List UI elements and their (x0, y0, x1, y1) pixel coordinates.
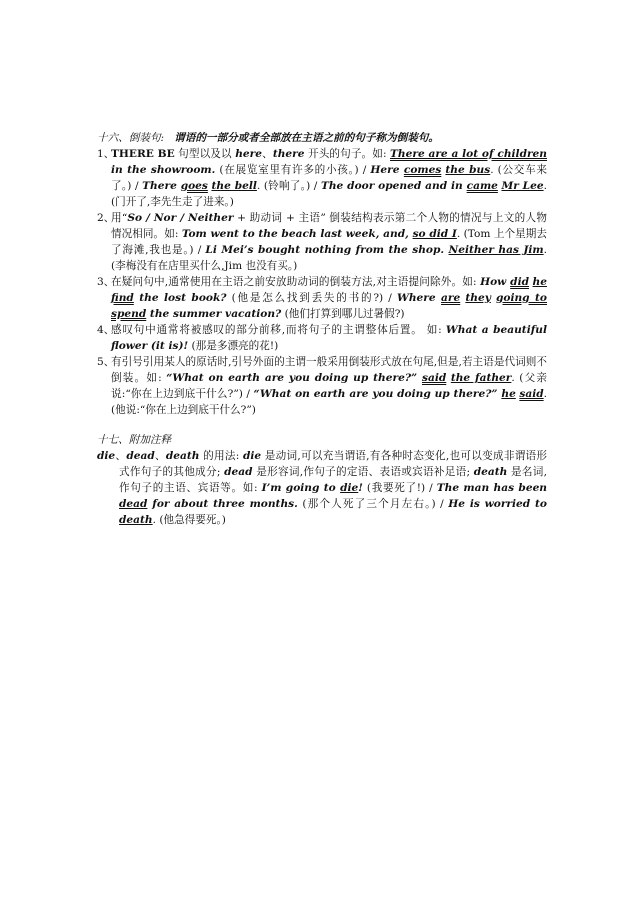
text-run: die (340, 482, 359, 494)
text-run: comes (403, 164, 442, 176)
text-run: . (他说:“你在上边到底干什么?”) (111, 388, 547, 416)
text-run: are (441, 292, 461, 304)
text-run: THERE BE (111, 148, 175, 160)
text-run: So / Nor / Neither (127, 212, 234, 224)
text-run: 开头的句子。如: (304, 148, 391, 160)
section-17-label: 十七、附加注释 (97, 434, 172, 446)
text-run: 是动词,可以充当谓语,有各种时态变化,也可以变成非谓语形式作句子的其他成分; (119, 450, 548, 478)
text-run: “What on earth are you doing up there?” (166, 372, 422, 384)
section-17-heading (97, 432, 547, 448)
item-number: 5、 (97, 356, 115, 368)
item-number: 1、 (97, 148, 115, 160)
text-run: the bell (211, 180, 257, 192)
text-run: How (480, 276, 511, 288)
text-run: find (111, 292, 134, 304)
text-run: in the showroom. (111, 164, 216, 176)
text-run: going to spend (111, 292, 547, 320)
text-run: 是名词,作句子的主语、宾语等。如: (119, 466, 547, 494)
text-run: Here (370, 164, 404, 176)
text-run: 、 (261, 148, 273, 160)
text-run: dead (119, 498, 148, 510)
text-run: (他们打算到哪儿过暑假?) (281, 308, 405, 320)
text-run: death (165, 450, 200, 462)
text-run: 在疑问句中,通常使用在主语之前安放助动词的倒装方法,对主语提问除外。如: (111, 276, 481, 288)
text-run: Where (396, 292, 442, 304)
text-run: 感叹句中通常将被感叹的部分前移,而将句子的主谓整体后置。 如: (111, 324, 446, 336)
text-run: die (97, 450, 116, 462)
text-run: 、 (154, 450, 166, 462)
text-run: . (公交车来了。) / (111, 164, 547, 192)
item-number: 3、 (97, 276, 115, 288)
section16-item-1 (97, 146, 547, 210)
section-17-list (97, 448, 547, 528)
text-run: dead (224, 466, 253, 478)
text-run: There are a lot of children (390, 148, 547, 160)
text-run: 是形容词,作句子的定语、表语或宾语补足语; (252, 466, 474, 478)
section-16-heading (97, 130, 547, 146)
text-run: . (他急得要死。) (152, 514, 226, 526)
text-run: here (235, 148, 262, 160)
text-run: . (铃响了。) / (256, 180, 321, 192)
text-run: 的用法: (199, 450, 243, 462)
text-run: Li Mei’s bought nothing from the shop. (205, 244, 449, 256)
text-run: (在展览室里有许多的小孩。) / (215, 164, 371, 176)
text-run: death (473, 466, 508, 478)
text-run: he (532, 276, 547, 288)
section16-item-3 (97, 274, 547, 322)
text-run: (那是多漂亮的花!) (188, 340, 279, 352)
section16-item-2 (97, 210, 547, 274)
text-run: 、 (115, 450, 127, 462)
text-run: the bus (445, 164, 491, 176)
text-run: . (李梅没有在店里买什么,Jim 也没有买。) (111, 244, 547, 272)
text-run: ! (358, 482, 363, 494)
text-run: (他是怎么找到丢失的书的?) / (226, 292, 397, 304)
document-content (97, 130, 547, 528)
text-run: did (510, 276, 529, 288)
text-run: 有引号引用某人的原话时,引号外面的主谓一般采用倒装形式放在句尾,但是,若主语是代词则不倒装。如: (111, 356, 547, 384)
item-number: 4、 (97, 324, 115, 336)
section16-item-4 (97, 322, 547, 354)
text-run: 句型以及以 (174, 148, 236, 160)
text-run: . (父亲说:“你在上边到底干什么?”) / (111, 372, 547, 400)
text-run: Neither has Jim (448, 244, 544, 256)
section-16-label: 十六、倒装句: (97, 132, 165, 144)
section16-item-5 (97, 354, 547, 418)
text-run: the father (450, 372, 512, 384)
text-run: the lost book? (133, 292, 227, 304)
text-run: Tom went to the beach last week, and, (181, 228, 413, 240)
text-run: death (119, 514, 153, 526)
text-run: What a beautiful flower (it is)! (111, 324, 548, 352)
text-run: The door opened and in (320, 180, 467, 192)
text-run: came (466, 180, 498, 192)
text-run: they (465, 292, 491, 304)
text-run: said (519, 388, 544, 400)
text-run: there (272, 148, 305, 160)
item-number: 2、 (97, 212, 115, 224)
text-run: Mr Lee (501, 180, 544, 192)
text-run: I’m going to (261, 482, 341, 494)
text-run: 用“ (111, 212, 128, 224)
text-run: “What on earth are you doing up there?” (253, 388, 502, 400)
section-16-list (97, 146, 547, 418)
section-16-rule: 谓语的一部分或者全部放在主语之前的句子称为倒装句。 (174, 132, 439, 144)
text-run: . (Tom 上个星期去了海滩,我也是。) / (111, 228, 548, 256)
text-run: + 助动词 + 主语” 倒装结构表示第二个人物的情况与上文的人物情况相同。如: (111, 212, 547, 240)
text-run: the summer vacation? (146, 308, 282, 320)
text-run: (我要死了!) / (362, 482, 437, 494)
text-run: said (422, 372, 447, 384)
section-spacer (97, 418, 547, 432)
text-run: (那个人死了三个月左右。) / (297, 498, 449, 510)
text-run: He is worried to (448, 498, 547, 510)
text-run: There (142, 180, 181, 192)
text-run: goes (180, 180, 208, 192)
text-run: die (242, 450, 262, 462)
text-run: The man has been (436, 482, 548, 494)
text-run: so did I (412, 228, 457, 240)
text-run: dead (126, 450, 155, 462)
text-run: . (门开了,李先生走了进来。) (111, 180, 547, 208)
text-run: he (501, 388, 516, 400)
section17-item-1 (97, 448, 547, 528)
text-run: for about three months. (147, 498, 298, 510)
